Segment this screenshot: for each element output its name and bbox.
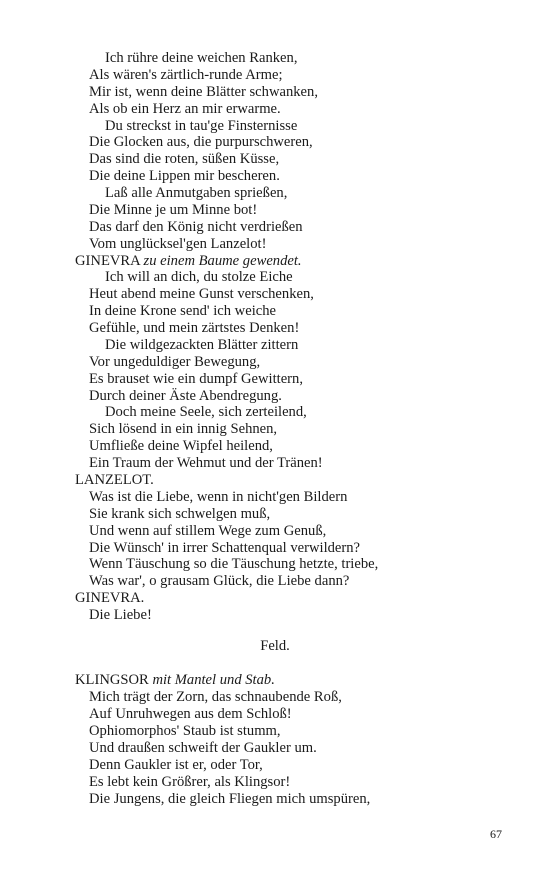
verse-line: [89, 706, 292, 723]
line-text: Es brauset wie ein dumpf Gewittern,: [89, 370, 303, 387]
verse-line: [89, 740, 317, 757]
line-text: Ich will an dich, du stolze Eiche: [105, 269, 293, 286]
verse-line: [89, 219, 303, 236]
verse-line: [105, 337, 298, 354]
verse-line: [89, 236, 266, 253]
verse-line: [89, 774, 290, 791]
verse-line: [89, 67, 283, 84]
line-text: Ophiomorphos' Staub ist stumm,: [89, 723, 281, 739]
verse-line: [105, 118, 297, 135]
verse-line: [89, 354, 260, 371]
verse-line: [89, 757, 263, 774]
verse-line: [89, 371, 303, 388]
verse-line: [105, 185, 287, 202]
line-text: Laß alle Anmutgaben sprießen,: [105, 185, 288, 202]
verse-line: [105, 404, 307, 421]
verse-line: [89, 523, 326, 540]
verse-line: [89, 506, 270, 523]
line-text: Und draußen schweift der Gaukler um.: [89, 740, 317, 756]
line-text: Umfließe deine Wipfel heilend,: [89, 438, 273, 455]
line-text: Die Jungens, die gleich Fliegen mich umspüren,: [89, 791, 371, 807]
line-text: Was war', o grausam Glück, die Liebe dann?: [89, 573, 350, 590]
verse-line: [89, 202, 257, 219]
verse-line: [89, 438, 273, 455]
line-text: In deine Krone send' ich weiche: [89, 303, 277, 320]
line-text: Ich rühre deine weichen Ranken,: [105, 50, 298, 66]
verse-line: [89, 791, 370, 808]
line-text: Die Minne je um Minne bot!: [89, 201, 258, 218]
line-text: Auf Unruhwegen aus dem Schloß!: [89, 706, 292, 722]
line-text: Das darf den König nicht verdrießen: [89, 218, 303, 235]
verse-line: [89, 151, 279, 168]
line-text: KLINGSOR: [75, 672, 153, 688]
page-number: 67: [490, 827, 502, 841]
line-text: Die Glocken aus, die purpurschweren,: [89, 134, 313, 151]
stage-direction: zu einem Baume gewendet.: [143, 252, 302, 269]
line-text: Durch deiner Äste Abendregung.: [89, 387, 282, 404]
speaker-line: [75, 672, 275, 689]
verse-line: [89, 573, 349, 590]
scene-heading: Feld.: [260, 638, 290, 654]
line-text: Als ob ein Herz an mir erwarme.: [89, 100, 281, 117]
line-text: Als wären's zärtlich-runde Arme;: [89, 66, 283, 83]
verse-line: [89, 286, 314, 303]
line-text: Was ist die Liebe, wenn in nicht'gen Bildern: [89, 488, 348, 505]
line-text: Es lebt kein Größrer, als Klingsor!: [89, 774, 291, 790]
line-text: Vor ungeduldiger Bewegung,: [89, 353, 261, 370]
verse-line: [89, 723, 281, 740]
line-text: Gefühle, und mein zärtstes Denken!: [89, 320, 300, 337]
verse-line: [89, 489, 347, 506]
verse-line: [89, 388, 282, 405]
line-text: Heut abend meine Gunst verschenken,: [89, 286, 314, 303]
line-text: Die deine Lippen mir bescheren.: [89, 168, 280, 185]
line-text: Das sind die roten, süßen Küsse,: [89, 151, 280, 168]
line-text: Wenn Täuschung so die Täuschung hetzte, triebe,: [89, 556, 379, 573]
line-text: Die Wünsch' in irrer Schattenqual verwildern?: [89, 539, 361, 556]
line-text: Denn Gaukler ist er, oder Tor,: [89, 757, 263, 773]
line-text: Sich lösend in ein innig Sehnen,: [89, 421, 278, 438]
line-text: LANZELOT.: [75, 472, 154, 488]
verse-line: [89, 540, 360, 557]
speaker-line: [75, 253, 302, 270]
verse-line: [89, 303, 276, 320]
verse-line: [89, 556, 378, 573]
verse-line: [89, 689, 342, 706]
line-text: Ein Traum der Wehmut und der Tränen!: [89, 455, 323, 472]
speaker-line: [75, 590, 144, 607]
line-text: Mir ist, wenn deine Blätter schwanken,: [89, 83, 318, 100]
stage-direction: mit Mantel und Stab.: [152, 672, 275, 688]
line-text: Und wenn auf stillem Wege zum Genuß,: [89, 522, 327, 539]
verse-line: [105, 50, 297, 67]
verse-line: [89, 168, 280, 185]
line-text: Die Liebe!: [89, 607, 152, 624]
line-text: Die wildgezackten Blätter zittern: [105, 336, 299, 353]
line-text: Mich trägt der Zorn, das schnaubende Roß,: [89, 689, 342, 705]
verse-line: [89, 607, 152, 624]
line-text: Vom unglücksel'gen Lanzelot!: [89, 235, 267, 252]
verse-line: [89, 320, 299, 337]
verse-line: [89, 455, 323, 472]
speaker-line: [75, 472, 154, 489]
line-text: Doch meine Seele, sich zerteilend,: [105, 404, 307, 421]
verse-line: [89, 134, 313, 151]
verse-line: [89, 84, 318, 101]
verse-line: [89, 101, 281, 118]
line-text: GINEVRA.: [75, 590, 145, 607]
verse-line: [89, 421, 277, 438]
line-text: Sie krank sich schwelgen muß,: [89, 505, 271, 522]
line-text: Du streckst in tau'ge Finsternisse: [105, 117, 298, 134]
line-text: GINEVRA: [75, 252, 144, 269]
verse-line: [105, 269, 293, 286]
